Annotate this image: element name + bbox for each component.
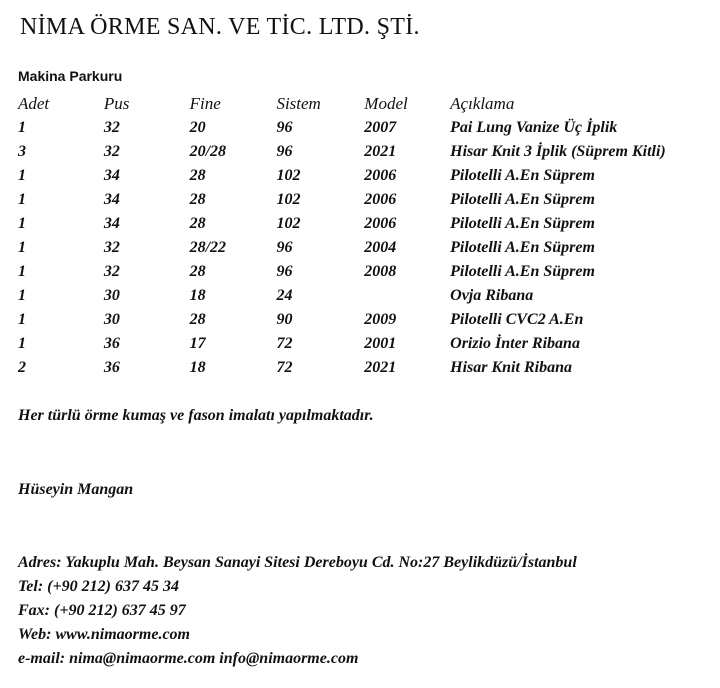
signer-name: Hüseyin Mangan bbox=[18, 481, 134, 498]
cell-model: 2004 bbox=[364, 239, 397, 256]
cell-aciklama: Pilotelli A.En Süprem bbox=[450, 263, 595, 280]
cell-aciklama: Pilotelli CVC2 A.En bbox=[450, 311, 584, 328]
cell-fine: 28 bbox=[189, 311, 206, 328]
cell-pus: 30 bbox=[103, 311, 120, 328]
cell-sistem: 72 bbox=[276, 359, 293, 376]
table-row bbox=[18, 332, 720, 356]
cell-adet: 2 bbox=[18, 359, 26, 376]
cell-fine: 17 bbox=[189, 335, 206, 352]
contact-address: Adres: Yakuplu Mah. Beysan Sanayi Sitesi Dereboyu Cd. No:27 Beylikdüzü/İstanbul bbox=[18, 554, 577, 571]
header-sistem: Sistem bbox=[276, 94, 321, 113]
cell-sistem: 102 bbox=[276, 191, 301, 208]
cell-adet: 1 bbox=[18, 263, 26, 280]
header-pus: Pus bbox=[103, 94, 130, 113]
cell-aciklama: Orizio İnter Ribana bbox=[450, 335, 580, 352]
cell-sistem: 90 bbox=[276, 311, 293, 328]
contact-email: e-mail: nima@nimaorme.com info@nimaorme.com bbox=[18, 650, 359, 667]
cell-sistem: 96 bbox=[276, 263, 293, 280]
cell-sistem: 24 bbox=[276, 287, 293, 304]
cell-adet: 1 bbox=[18, 239, 26, 256]
header-model: Model bbox=[364, 94, 408, 113]
cell-aciklama: Ovja Ribana bbox=[450, 287, 534, 304]
contact-block bbox=[18, 554, 577, 674]
table-row bbox=[18, 236, 720, 260]
cell-model: 2009 bbox=[364, 311, 397, 328]
cell-fine: 28/22 bbox=[189, 239, 227, 256]
machine-table bbox=[18, 92, 720, 380]
contact-fax: Fax: (+90 212) 637 45 97 bbox=[18, 602, 186, 619]
cell-model: 2006 bbox=[364, 215, 397, 232]
table-row bbox=[18, 356, 720, 380]
cell-fine: 20/28 bbox=[189, 143, 227, 160]
cell-pus: 32 bbox=[103, 143, 120, 160]
table-row bbox=[18, 284, 720, 308]
cell-pus: 34 bbox=[103, 215, 120, 232]
cell-sistem: 102 bbox=[276, 167, 301, 184]
section-title: Makina Parkuru bbox=[18, 68, 123, 84]
cell-pus: 32 bbox=[103, 263, 120, 280]
cell-sistem: 96 bbox=[276, 143, 293, 160]
table-row bbox=[18, 212, 720, 236]
table-row bbox=[18, 188, 720, 212]
cell-adet: 1 bbox=[18, 311, 26, 328]
cell-pus: 36 bbox=[103, 335, 120, 352]
cell-fine: 28 bbox=[189, 167, 206, 184]
cell-model: 2001 bbox=[364, 335, 397, 352]
service-note: Her türlü örme kumaş ve fason imalatı yapılmaktadır. bbox=[18, 407, 374, 424]
header-aciklama: Açıklama bbox=[450, 94, 515, 113]
cell-adet: 1 bbox=[18, 167, 26, 184]
cell-aciklama: Pilotelli A.En Süprem bbox=[450, 167, 595, 184]
table-header-row bbox=[18, 92, 720, 116]
cell-fine: 28 bbox=[189, 263, 206, 280]
cell-model: 2021 bbox=[364, 359, 397, 376]
cell-pus: 36 bbox=[103, 359, 120, 376]
cell-sistem: 96 bbox=[276, 119, 293, 136]
cell-sistem: 72 bbox=[276, 335, 293, 352]
cell-model: 2006 bbox=[364, 191, 397, 208]
cell-fine: 18 bbox=[189, 359, 206, 376]
cell-fine: 18 bbox=[189, 287, 206, 304]
cell-adet: 1 bbox=[18, 335, 26, 352]
table-row bbox=[18, 116, 720, 140]
cell-aciklama: Pilotelli A.En Süprem bbox=[450, 215, 595, 232]
company-name: NİMA ÖRME SAN. VE TİC. LTD. ŞTİ. bbox=[20, 14, 420, 40]
contact-web: Web: www.nimaorme.com bbox=[18, 626, 190, 643]
cell-model bbox=[364, 284, 450, 308]
header-fine: Fine bbox=[189, 94, 221, 113]
header-adet: Adet bbox=[18, 94, 50, 113]
cell-aciklama: Hisar Knit 3 İplik (Süprem Kitli) bbox=[450, 143, 666, 160]
cell-sistem: 96 bbox=[276, 239, 293, 256]
cell-fine: 20 bbox=[189, 119, 206, 136]
contact-tel: Tel: (+90 212) 637 45 34 bbox=[18, 578, 179, 595]
cell-adet: 1 bbox=[18, 215, 26, 232]
cell-model: 2008 bbox=[364, 263, 397, 280]
cell-adet: 1 bbox=[18, 191, 26, 208]
cell-pus: 34 bbox=[103, 191, 120, 208]
cell-pus: 32 bbox=[103, 239, 120, 256]
cell-pus: 30 bbox=[103, 287, 120, 304]
cell-model: 2007 bbox=[364, 119, 397, 136]
cell-aciklama: Pilotelli A.En Süprem bbox=[450, 191, 595, 208]
cell-pus: 34 bbox=[103, 167, 120, 184]
cell-model: 2021 bbox=[364, 143, 397, 160]
cell-sistem: 102 bbox=[276, 215, 301, 232]
cell-adet: 1 bbox=[18, 287, 26, 304]
cell-model: 2006 bbox=[364, 167, 397, 184]
table-row bbox=[18, 260, 720, 284]
cell-adet: 1 bbox=[18, 119, 26, 136]
cell-adet: 3 bbox=[18, 143, 26, 160]
cell-pus: 32 bbox=[103, 119, 120, 136]
cell-aciklama: Hisar Knit Ribana bbox=[450, 359, 572, 376]
table-row bbox=[18, 164, 720, 188]
cell-aciklama: Pilotelli A.En Süprem bbox=[450, 239, 595, 256]
cell-aciklama: Pai Lung Vanize Üç İplik bbox=[450, 119, 618, 136]
cell-fine: 28 bbox=[189, 191, 206, 208]
table-row bbox=[18, 308, 720, 332]
cell-fine: 28 bbox=[189, 215, 206, 232]
table-row bbox=[18, 140, 720, 164]
